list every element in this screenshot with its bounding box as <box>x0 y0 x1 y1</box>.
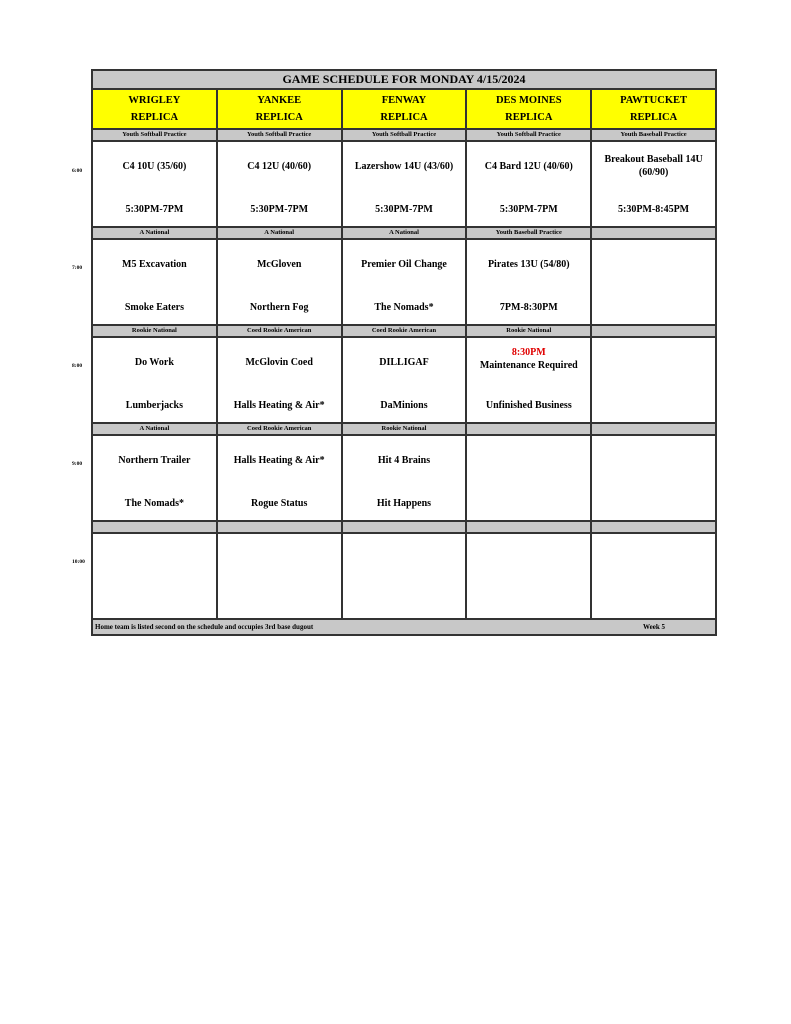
field-sub: REPLICA <box>505 112 553 123</box>
team-2: Rogue Status <box>250 498 308 509</box>
division-label <box>592 228 715 238</box>
field-sub: REPLICA <box>380 112 428 123</box>
team-2: The Nomads* <box>124 498 184 509</box>
division-label: Youth Baseball Practice <box>620 131 687 138</box>
time-label: 7:00 <box>72 265 83 271</box>
division-label <box>93 522 218 532</box>
field-name: WRIGLEY <box>128 95 181 106</box>
division-label-row <box>93 228 715 240</box>
team-2: Halls Heating & Air* <box>233 400 325 411</box>
division-label: Rookie National <box>343 424 468 434</box>
division-label: Coed Rookie American <box>343 326 468 336</box>
game-cell <box>93 436 218 520</box>
game-cell <box>343 240 468 324</box>
game-cell <box>93 338 218 422</box>
division-label: Youth Softball Practice <box>218 130 343 140</box>
division-label: Youth Softball Practice <box>467 130 592 140</box>
game-cell <box>218 534 343 618</box>
team-1: Pirates 13U (54/80) <box>487 259 570 270</box>
game-cell <box>592 338 715 422</box>
division-label: A National <box>343 228 468 238</box>
division-label <box>592 424 715 434</box>
team-1: Lazershow 14U (43/60) <box>354 161 454 172</box>
time-label: 10:00 <box>72 559 85 565</box>
division-label: A National <box>93 424 218 434</box>
field-name: PAWTUCKET <box>620 95 688 106</box>
division-label-row <box>93 130 715 142</box>
game-cell <box>467 534 592 618</box>
division-label: Youth Softball Practice <box>343 130 468 140</box>
field-sub: REPLICA <box>255 112 303 123</box>
team-2: 5:30PM-7PM <box>250 204 309 215</box>
division-label: Coed Rookie American <box>218 326 343 336</box>
division-label <box>467 522 592 532</box>
team-2: 7PM-8:30PM <box>499 302 558 313</box>
field-header-row <box>93 90 715 130</box>
division-label: Coed Rookie American <box>218 424 343 434</box>
division-label <box>343 522 468 532</box>
field-sub: REPLICA <box>629 112 678 123</box>
field-wrigley <box>93 90 218 128</box>
game-cell <box>343 534 468 618</box>
team-1: C4 Bard 12U (40/60) <box>484 161 573 172</box>
division-label <box>467 424 592 434</box>
home-team-note: Home team is listed second on the schedule and occupies 3rd base dugout <box>95 623 314 631</box>
field-sub: REPLICA <box>130 112 179 123</box>
team-1: McGloven <box>256 259 302 270</box>
team-2: 5:30PM-8:45PM <box>618 204 690 215</box>
division-label: A National <box>93 228 218 238</box>
team-1: C4 12U (40/60) <box>247 161 312 172</box>
team-2: Hit Happens <box>376 498 432 509</box>
game-row <box>93 436 715 522</box>
time-label: 8:00 <box>72 363 83 369</box>
division-label <box>592 326 715 336</box>
game-cell <box>467 338 592 422</box>
team-1: Breakout Baseball 14U (60/90) <box>604 154 703 178</box>
team-2: 5:30PM-7PM <box>375 204 433 215</box>
division-label-row <box>93 424 715 436</box>
team-1: C4 10U (35/60) <box>122 161 187 172</box>
division-label: Rookie National <box>467 326 592 336</box>
team-1: Maintenance Required <box>479 360 578 371</box>
field-des-moines <box>467 90 592 128</box>
game-cell <box>218 142 343 226</box>
game-cell <box>592 534 715 618</box>
game-row <box>93 338 715 424</box>
game-cell <box>592 142 715 226</box>
game-cell <box>467 240 592 324</box>
team-1: M5 Excavation <box>122 259 187 270</box>
game-cell <box>218 436 343 520</box>
game-cell <box>218 240 343 324</box>
team-2: Northern Fog <box>249 302 309 313</box>
team-2: 5:30PM-7PM <box>499 204 558 215</box>
team-1: Do Work <box>134 357 174 368</box>
schedule-table <box>91 69 717 636</box>
game-cell <box>218 338 343 422</box>
division-label: Youth Baseball Practice <box>467 228 592 238</box>
division-label: Rookie National <box>93 326 218 336</box>
team-1: DILLIGAF <box>379 357 429 368</box>
division-label: Youth Softball Practice <box>93 130 218 140</box>
time-label: 6:00 <box>72 168 83 174</box>
team-1: Northern Trailer <box>118 455 191 466</box>
team-1: Hit 4 Brains <box>377 455 431 466</box>
week-label: Week 5 <box>643 623 665 631</box>
game-cell <box>343 436 468 520</box>
division-label-row <box>93 522 715 534</box>
team-2: The Nomads* <box>374 302 434 313</box>
game-cell <box>93 240 218 324</box>
division-label-row <box>93 326 715 338</box>
team-2: 5:30PM-7PM <box>125 204 184 215</box>
field-yankee <box>218 90 343 128</box>
game-cell <box>343 338 468 422</box>
time-label: 9:00 <box>72 461 83 467</box>
game-row <box>93 142 715 228</box>
game-cell <box>592 240 715 324</box>
game-cell <box>93 534 218 618</box>
division-label: A National <box>218 228 343 238</box>
team-2: Lumberjacks <box>125 400 184 411</box>
team-1: Premier Oil Change <box>361 259 447 270</box>
team-1: McGlovin Coed <box>245 357 313 368</box>
game-cell <box>467 436 592 520</box>
footer-bar <box>93 620 715 634</box>
time-note: 8:30PM <box>511 347 546 358</box>
field-name: FENWAY <box>381 95 427 106</box>
team-2: Smoke Eaters <box>124 302 184 313</box>
game-cell <box>93 142 218 226</box>
field-name: DES MOINES <box>495 95 562 106</box>
team-2: Unfinished Business <box>485 400 572 411</box>
schedule-title: GAME SCHEDULE FOR MONDAY 4/15/2024 <box>93 71 715 90</box>
division-label <box>218 522 343 532</box>
team-1: Halls Heating & Air* <box>233 455 325 466</box>
field-pawtucket <box>592 90 715 128</box>
game-row <box>93 240 715 326</box>
field-name: YANKEE <box>257 95 302 106</box>
game-cell <box>592 436 715 520</box>
game-row <box>93 534 715 620</box>
field-fenway <box>343 90 468 128</box>
game-cell <box>343 142 468 226</box>
game-cell <box>467 142 592 226</box>
division-label <box>592 522 715 532</box>
team-2: DaMinions <box>380 400 428 411</box>
